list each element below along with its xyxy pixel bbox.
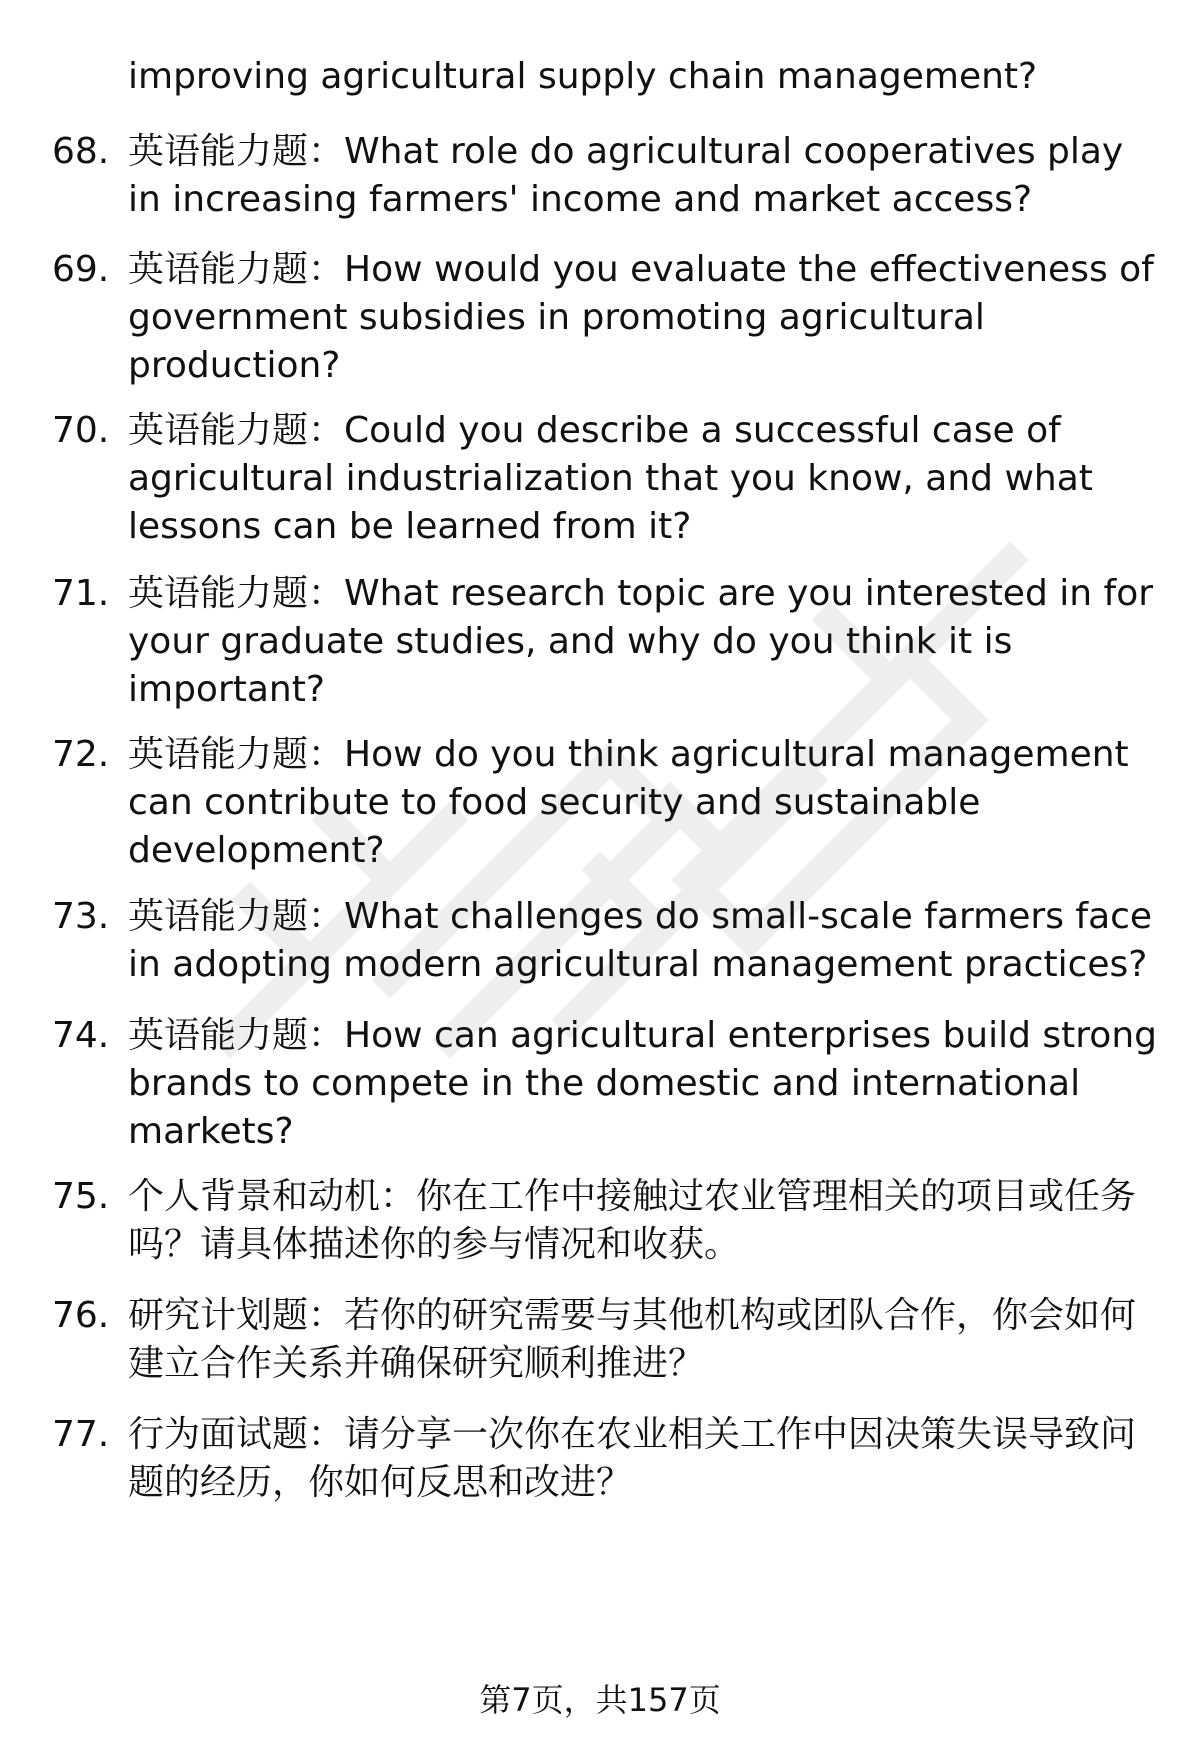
item-number: 71.	[52, 573, 110, 614]
item-number: 68.	[52, 131, 110, 172]
item-text: 英语能力题：How do you think agricultural management can contribute to food security and sustainable development?	[128, 734, 1129, 871]
item-text: 英语能力题：Could you describe a successful case of agricultural industrialization that you know, and what lessons can be learned from it?	[128, 410, 1093, 547]
item-number: 72.	[52, 734, 110, 775]
item-number: 74.	[52, 1015, 110, 1056]
item-text: 英语能力题：What role do agricultural cooperatives play in increasing farmers' income and market access?	[128, 131, 1124, 220]
continuation-text: improving agricultural supply chain management?	[128, 56, 1038, 97]
item-number: 73.	[52, 896, 110, 937]
item-text: 英语能力题：How can agricultural enterprises build strong brands to compete in the domestic and international markets?	[128, 1015, 1157, 1152]
item-text: 个人背景和动机：你在工作中接触过农业管理相关的项目或任务吗？请具体描述你的参与情况和收获。	[128, 1176, 1137, 1265]
page-footer: 第7页，共157页	[479, 1681, 721, 1719]
item-text: 行为面试题：请分享一次你在农业相关工作中因决策失误导致问题的经历，你如何反思和改进？	[128, 1414, 1137, 1503]
item-number: 75.	[52, 1176, 110, 1217]
item-number: 70.	[52, 410, 110, 451]
item-text: 研究计划题：若你的研究需要与其他机构或团队合作，你会如何建立合作关系并确保研究顺利推进？	[128, 1295, 1137, 1384]
item-number: 76.	[52, 1295, 110, 1336]
item-number: 69.	[52, 249, 110, 290]
item-text: 英语能力题：What challenges do small-scale farmers face in adopting modern agricultural management practices?	[128, 896, 1153, 985]
item-text: 英语能力题：How would you evaluate the effectiveness of government subsidies in promoting agricultural production?	[128, 249, 1154, 386]
item-text: 英语能力题：What research topic are you interested in for your graduate studies, and why do you think it is important?	[128, 573, 1154, 710]
item-number: 77.	[52, 1414, 110, 1455]
